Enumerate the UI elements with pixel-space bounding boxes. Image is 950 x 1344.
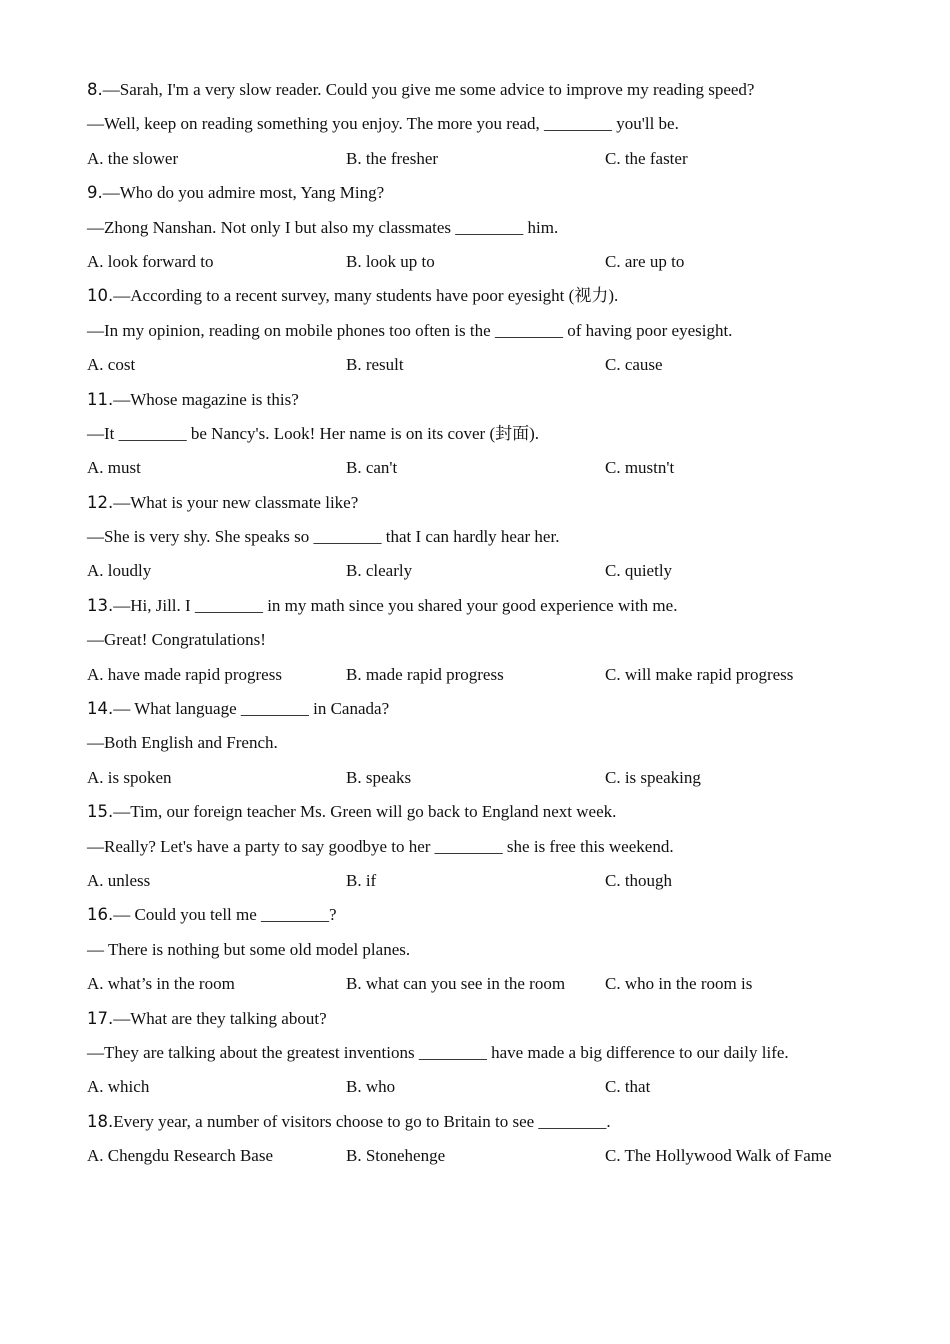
option-b[interactable]: B. who: [346, 1077, 396, 1097]
question-number: 9.: [87, 183, 103, 203]
question-stem: [87, 795, 887, 829]
question-stem: [87, 1105, 887, 1139]
question-8: [87, 73, 887, 176]
option-b[interactable]: B. can't: [346, 458, 398, 478]
option-b[interactable]: B. speaks: [346, 767, 412, 787]
question-stem: [87, 176, 887, 210]
option-b[interactable]: B. clearly: [346, 561, 413, 581]
option-c[interactable]: C. The Hollywood Walk of Fame: [605, 1146, 832, 1166]
question-response: [87, 933, 887, 967]
question-response: [87, 417, 887, 451]
question-number: 13.: [87, 595, 114, 615]
question-stem: [87, 486, 887, 520]
option-a[interactable]: A. have made rapid progress: [87, 664, 282, 684]
option-b[interactable]: B. look up to: [346, 251, 435, 271]
option-b[interactable]: B. Stonehenge: [346, 1146, 446, 1166]
option-b[interactable]: B. if: [346, 870, 377, 890]
question-11: [87, 383, 887, 486]
question-number: 14.: [87, 699, 114, 719]
option-c[interactable]: C. are up to: [605, 251, 685, 271]
question-text: —Both English and French.: [87, 733, 278, 753]
question-response: [87, 107, 887, 141]
question-stem: [87, 73, 887, 107]
question-text: — There is nothing but some old model planes.: [87, 939, 411, 959]
question-stem: [87, 589, 887, 623]
answer-options: [87, 864, 887, 898]
answer-options: [87, 348, 887, 382]
question-text: —Great! Congratulations!: [87, 630, 266, 650]
question-15: [87, 795, 887, 898]
option-c[interactable]: C. cause: [605, 355, 663, 375]
option-a[interactable]: A. must: [87, 458, 141, 478]
question-number: 18.: [87, 1111, 114, 1131]
question-stem: [87, 383, 887, 417]
option-a[interactable]: A. cost: [87, 355, 136, 375]
question-text: —She is very shy. She speaks so ________ that I can hardly hear her.: [87, 527, 560, 547]
question-text: —What is your new classmate like?: [113, 492, 359, 512]
answer-options: [87, 451, 887, 485]
option-b[interactable]: B. made rapid progress: [346, 664, 504, 684]
option-c[interactable]: C. though: [605, 870, 673, 890]
option-a[interactable]: A. Chengdu Research Base: [87, 1146, 274, 1166]
option-a[interactable]: A. loudly: [87, 561, 152, 581]
question-number: 11.: [87, 389, 114, 409]
question-response: [87, 726, 887, 760]
option-c[interactable]: C. the faster: [605, 148, 688, 168]
question-18: [87, 1105, 887, 1174]
question-list: [87, 73, 887, 1174]
question-text: — What language ________ in Canada?: [113, 699, 390, 719]
option-c[interactable]: C. will make rapid progress: [605, 664, 794, 684]
question-stem: [87, 692, 887, 726]
question-response: [87, 314, 887, 348]
option-a[interactable]: A. look forward to: [87, 251, 214, 271]
question-text: —Tim, our foreign teacher Ms. Green will go back to England next week.: [113, 802, 617, 822]
question-16: [87, 898, 887, 1001]
question-number: 15.: [87, 802, 114, 822]
option-a[interactable]: A. the slower: [87, 148, 179, 168]
question-14: [87, 692, 887, 795]
question-stem: [87, 898, 887, 932]
option-c[interactable]: C. who in the room is: [605, 974, 753, 994]
question-text: —According to a recent survey, many students have poor eyesight (视力).: [113, 286, 619, 306]
option-c[interactable]: C. that: [605, 1077, 651, 1097]
question-text: —Who do you admire most, Yang Ming?: [102, 183, 385, 203]
option-c[interactable]: C. is speaking: [605, 767, 701, 787]
question-text: —Well, keep on reading something you enjoy. The more you read, ________ you'll be.: [87, 114, 679, 134]
question-stem: [87, 1002, 887, 1036]
answer-options: [87, 554, 887, 588]
answer-options: [87, 142, 887, 176]
option-a[interactable]: A. which: [87, 1077, 150, 1097]
question-text: — Could you tell me ________?: [113, 905, 337, 925]
question-number: 8.: [87, 80, 103, 99]
question-stem: [87, 279, 887, 313]
question-response: [87, 623, 887, 657]
answer-options: [87, 761, 887, 795]
option-a[interactable]: A. unless: [87, 870, 151, 890]
question-text: —They are talking about the greatest inventions ________ have made a big difference to our daily life.: [87, 1042, 789, 1062]
option-b[interactable]: B. what can you see in the room: [346, 974, 566, 994]
option-a[interactable]: A. is spoken: [87, 767, 172, 787]
option-b[interactable]: B. the fresher: [346, 148, 439, 168]
question-text: —Zhong Nanshan. Not only I but also my classmates ________ him.: [87, 217, 559, 237]
option-c[interactable]: C. mustn't: [605, 458, 675, 478]
question-number: 16.: [87, 905, 114, 925]
question-12: [87, 486, 887, 589]
question-text: —It ________ be Nancy's. Look! Her name is on its cover (封面).: [87, 423, 540, 443]
question-text: —Really? Let's have a party to say goodbye to her ________ she is free this weekend.: [87, 836, 674, 856]
option-c[interactable]: C. quietly: [605, 561, 673, 581]
question-text: —In my opinion, reading on mobile phones too often is the ________ of having poor eyesight.: [87, 320, 733, 340]
question-text: —What are they talking about?: [113, 1008, 327, 1028]
question-text: —Hi, Jill. I ________ in my math since you shared your good experience with me.: [113, 595, 678, 615]
question-response: [87, 211, 887, 245]
question-response: [87, 1036, 887, 1070]
option-a[interactable]: A. what’s in the room: [87, 974, 235, 994]
answer-options: [87, 1139, 887, 1173]
question-text: —Whose magazine is this?: [113, 389, 299, 409]
question-number: 17.: [87, 1008, 114, 1028]
answer-options: [87, 1070, 887, 1104]
question-13: [87, 589, 887, 692]
question-response: [87, 830, 887, 864]
answer-options: [87, 245, 887, 279]
question-number: 10.: [87, 286, 114, 306]
question-text: Every year, a number of visitors choose to go to Britain to see ________.: [113, 1111, 611, 1131]
option-b[interactable]: B. result: [346, 355, 404, 375]
question-number: 12.: [87, 492, 114, 512]
answer-options: [87, 967, 887, 1001]
question-response: [87, 520, 887, 554]
question-10: [87, 279, 887, 382]
question-17: [87, 1002, 887, 1105]
question-9: [87, 176, 887, 279]
answer-options: [87, 658, 887, 692]
question-text: —Sarah, I'm a very slow reader. Could you give me some advice to improve my reading speed?: [102, 80, 755, 99]
